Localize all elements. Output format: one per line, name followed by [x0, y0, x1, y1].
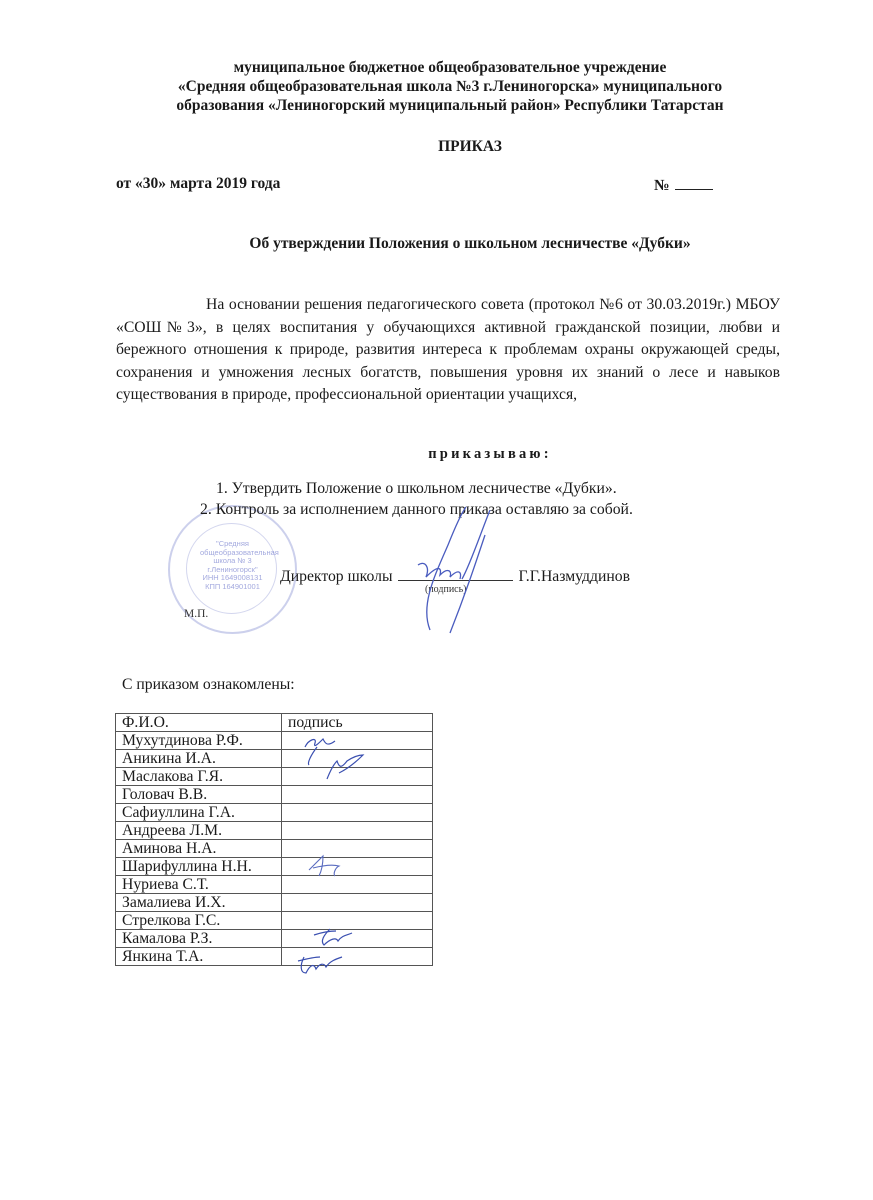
table-row	[116, 822, 433, 840]
acknowledgement-label: С приказом ознакомлены:	[122, 676, 295, 693]
document-subject: Об утверждении Положения о школьном лесничестве «Дубки»	[249, 235, 691, 252]
row-signature	[282, 822, 433, 840]
signature-caption: (подпись)	[425, 584, 467, 595]
director-name: Г.Г.Назмуддинов	[518, 568, 630, 585]
institution-header	[100, 58, 800, 115]
table-row	[116, 930, 433, 948]
row-signature	[282, 786, 433, 804]
order-item-2: 2. Контроль за исполнением данного приказа оставляю за собой.	[200, 501, 633, 518]
table-row	[116, 948, 433, 966]
document-title: ПРИКАЗ	[438, 138, 502, 155]
row-name: Маслакова Г.Я.	[116, 768, 282, 786]
row-name: Шарифуллина Н.Н.	[116, 858, 282, 876]
row-name: Нуриева С.Т.	[116, 876, 282, 894]
handwritten-signature-icon	[305, 852, 355, 882]
table-row	[116, 876, 433, 894]
row-name: Стрелкова Г.С.	[116, 912, 282, 930]
order-word: приказываю:	[428, 446, 552, 462]
number-label: №	[654, 177, 670, 194]
number-blank-line	[675, 175, 713, 190]
row-name: Янкина Т.А.	[116, 948, 282, 966]
stamp-place-label: М.П.	[184, 608, 209, 620]
order-item-1: 1. Утвердить Положение о школьном лесничестве «Дубки».	[216, 480, 617, 497]
row-name: Камалова Р.З.	[116, 930, 282, 948]
header-line-3: образования «Лениногорский муниципальный район» Республики Татарстан	[176, 97, 724, 114]
row-name: Головач В.В.	[116, 786, 282, 804]
document-number	[654, 175, 713, 195]
table-row	[116, 786, 433, 804]
table-row	[116, 804, 433, 822]
table-row	[116, 840, 433, 858]
table-row	[116, 912, 433, 930]
row-name: Аминова Н.А.	[116, 840, 282, 858]
table-header-row	[116, 714, 433, 732]
row-name: Аникина И.А.	[116, 750, 282, 768]
director-signature-icon	[390, 505, 510, 635]
table-row	[116, 750, 433, 768]
table-row	[116, 858, 433, 876]
row-signature	[282, 894, 433, 912]
row-name: Сафиуллина Г.А.	[116, 804, 282, 822]
acknowledgement-table	[115, 713, 433, 966]
table-row	[116, 894, 433, 912]
director-position: Директор школы	[280, 568, 393, 585]
stamp-text: "Средняя общеобразовательная школа № 3 г.Лениногорск" ИНН 1649008131 КПП 164901001	[200, 539, 279, 591]
header-line-1: муниципальное бюджетное общеобразовательное учреждение	[233, 59, 667, 76]
table-row	[116, 768, 433, 786]
handwritten-signature-icon	[295, 733, 375, 783]
handwritten-signature-icon	[290, 925, 360, 985]
table-row	[116, 732, 433, 750]
document-date: от «30» марта 2019 года	[116, 175, 281, 192]
column-header-name: Ф.И.О.	[116, 714, 282, 732]
preamble-text: На основании решения педагогического совета (протокол №6 от 30.03.2019г.) МБОУ «СОШ№3», в целях воспитания у обучающихся активной гражданской позиции, любви и бережного отношения к природе, развития интереса к проблемам охраны окружающей среды, сохранения и умножения лесных богатств, повышения уровня их знаний о лесе и навыков существования в природе, профессиональной ориентации учащихся,	[116, 296, 780, 403]
row-signature	[282, 804, 433, 822]
row-name: Андреева Л.М.	[116, 822, 282, 840]
preamble-paragraph	[116, 294, 780, 407]
row-name: Замалиева И.Х.	[116, 894, 282, 912]
row-name: Мухутдинова Р.Ф.	[116, 732, 282, 750]
column-header-signature: подпись	[282, 714, 433, 732]
header-line-2: «Средняя общеобразовательная школа №3 г.Лениногорска» муниципального	[177, 78, 723, 95]
